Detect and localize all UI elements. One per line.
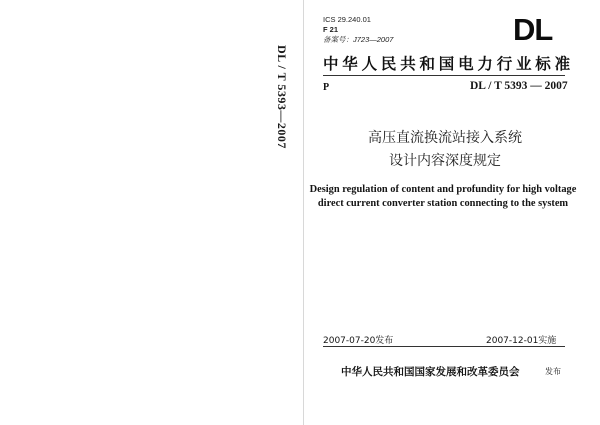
- standard-type-heading: 中华人民共和国电力行业标准: [323, 55, 574, 73]
- spine-standard-code: DL / T 5393—2007: [275, 45, 289, 149]
- title-chinese-line2: 设计内容深度规定: [389, 153, 501, 169]
- publisher-name: 中华人民共和国国家发展和改革委员会: [341, 366, 520, 378]
- header-divider: [323, 75, 565, 76]
- standard-number: DL / T 5393 — 2007: [470, 80, 568, 92]
- footer-divider: [323, 346, 565, 347]
- title-chinese-line1: 高压直流换流站接入系统: [368, 130, 522, 146]
- title-english-line1: Design regulation of content and profundity for high voltage: [309, 184, 577, 195]
- filing-number: 备案号：J723—2007: [323, 35, 394, 44]
- publish-label: 发布: [545, 367, 561, 376]
- classification-code: P: [323, 82, 330, 93]
- ccs-code: F 21: [323, 25, 339, 34]
- dl-logo: DL: [513, 12, 553, 47]
- title-english-line2: direct current converter station connecting to the system: [317, 198, 569, 209]
- implementation-date: 2007-12-01实施: [486, 336, 557, 346]
- ics-code: ICS 29.240.01: [323, 15, 371, 24]
- fold-line: [303, 0, 304, 425]
- issue-date: 2007-07-20发布: [323, 336, 394, 346]
